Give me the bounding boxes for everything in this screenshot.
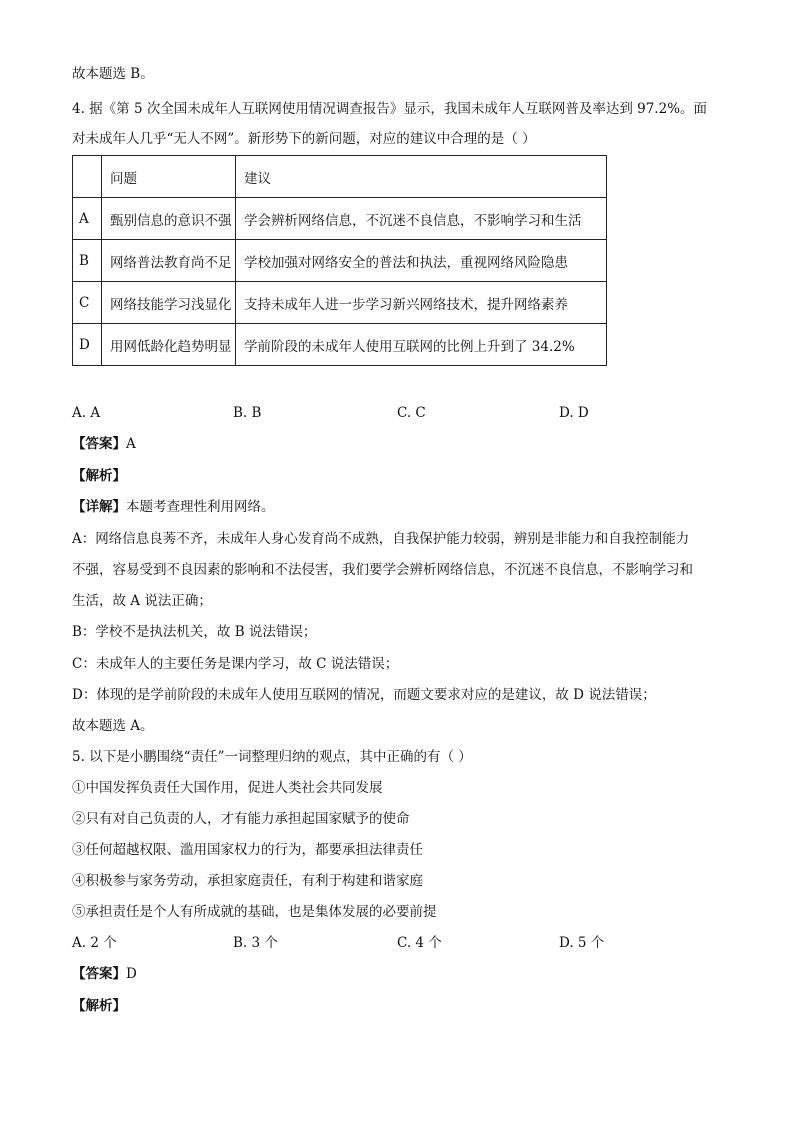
table-cell-letter: A <box>73 198 102 240</box>
table-cell <box>73 156 102 198</box>
q4-explain-d: D：体现的是学前阶段的未成年人使用互联网的情况，而题文要求对应的是建议，故 D 说法错误； <box>72 687 656 703</box>
q4-explain-c: C：未成年人的主要任务是课内学习，故 C 说法错误； <box>72 656 399 672</box>
q4-option-b: B. B <box>233 405 262 421</box>
q4-option-d: D. D <box>559 405 589 421</box>
q5-options <box>72 933 672 953</box>
q4-explain-b: B：学校不是执法机关，故 B 说法错误； <box>72 624 317 640</box>
table-cell-suggestion: 学会辨析网络信息，不沉迷不良信息，不影响学习和生活 <box>236 198 607 240</box>
answer-value: D <box>126 966 137 982</box>
q4-stem-line-2: 对未成年人几乎“无人不网”。新形势下的新问题，对应的建议中合理的是（ ） <box>72 131 536 147</box>
q4-conclusion: 故本题选 A。 <box>72 718 154 734</box>
table-header-suggestion: 建议 <box>236 156 607 198</box>
q4-table <box>72 155 607 366</box>
q4-detail <box>72 497 275 517</box>
q4-answer <box>72 434 136 454</box>
table-header-row <box>73 156 607 198</box>
q5-option-d: D. 5 个 <box>559 935 605 951</box>
table-cell-problem: 网络普法教育尚不足 <box>102 240 236 282</box>
table-header-problem: 问题 <box>102 156 236 198</box>
q5-option-c: C. 4 个 <box>397 935 442 951</box>
table-cell-suggestion: 学校加强对网络安全的普法和执法，重视网络风险隐患 <box>236 240 607 282</box>
table-row <box>73 324 607 366</box>
q5-item-3: ③任何超越权限、滥用国家权力的行为，都要承担法律责任 <box>72 842 423 858</box>
q5-item-2: ②只有对自己负责的人，才有能力承担起国家赋予的使命 <box>72 811 410 827</box>
q4-analysis-tag: 【解析】 <box>72 468 126 484</box>
table-row <box>73 282 607 324</box>
table-cell-suggestion: 学前阶段的未成年人使用互联网的比例上升到了 34.2% <box>236 324 607 366</box>
q4-options <box>72 403 672 423</box>
table-cell-problem: 用网低龄化趋势明显 <box>102 324 236 366</box>
table-cell-suggestion: 支持未成年人进一步学习新兴网络技术，提升网络素养 <box>236 282 607 324</box>
q5-item-5: ⑤承担责任是个人有所成就的基础，也是集体发展的必要前提 <box>72 904 437 920</box>
q5-option-a: A. 2 个 <box>72 935 117 951</box>
detail-text: 本题考查理性利用网络。 <box>126 499 275 515</box>
table-row <box>73 240 607 282</box>
q5-item-1: ①中国发挥负责任大国作用，促进人类社会共同发展 <box>72 780 383 796</box>
table-cell-problem: 网络技能学习浅显化 <box>102 282 236 324</box>
q5-item-4: ④积极参与家务劳动，承担家庭责任，有利于构建和谐家庭 <box>72 873 423 889</box>
q4-explain-a-line-2: 不强，容易受到不良因素的影响和不法侵害，我们要学会辨析网络信息，不沉迷不良信息，不影响学习和 <box>72 562 693 578</box>
q5-option-b: B. 3 个 <box>233 935 278 951</box>
q5-stem: 5. 以下是小鹏围绕“责任”一词整理归纳的观点，其中正确的有（ ） <box>72 749 472 765</box>
q4-stem-line-1: 4. 据《第 5 次全国未成年人互联网使用情况调查报告》显示，我国未成年人互联网普及率达到 97.2%。面 <box>72 101 708 117</box>
detail-tag: 【详解】 <box>72 499 126 515</box>
q5-answer <box>72 964 137 984</box>
answer-tag: 【答案】 <box>72 966 126 982</box>
q5-analysis-tag: 【解析】 <box>72 998 126 1014</box>
previous-conclusion: 故本题选 B。 <box>72 66 154 82</box>
table-cell-letter: D <box>73 324 102 366</box>
table-cell-problem: 甄别信息的意识不强 <box>102 198 236 240</box>
q4-explain-a-line-3: 生活，故 A 说法正确； <box>72 593 212 609</box>
table-cell-letter: B <box>73 240 102 282</box>
q4-option-a: A. A <box>72 405 101 421</box>
answer-tag: 【答案】 <box>72 436 126 452</box>
q4-option-c: C. C <box>397 405 426 421</box>
q4-explain-a-line-1: A：网络信息良莠不齐，未成年人身心发育尚不成熟，自我保护能力较弱，辨别是非能力和自我控制能力 <box>72 531 690 547</box>
table-row <box>73 198 607 240</box>
table-cell-letter: C <box>73 282 102 324</box>
answer-value: A <box>126 436 136 452</box>
